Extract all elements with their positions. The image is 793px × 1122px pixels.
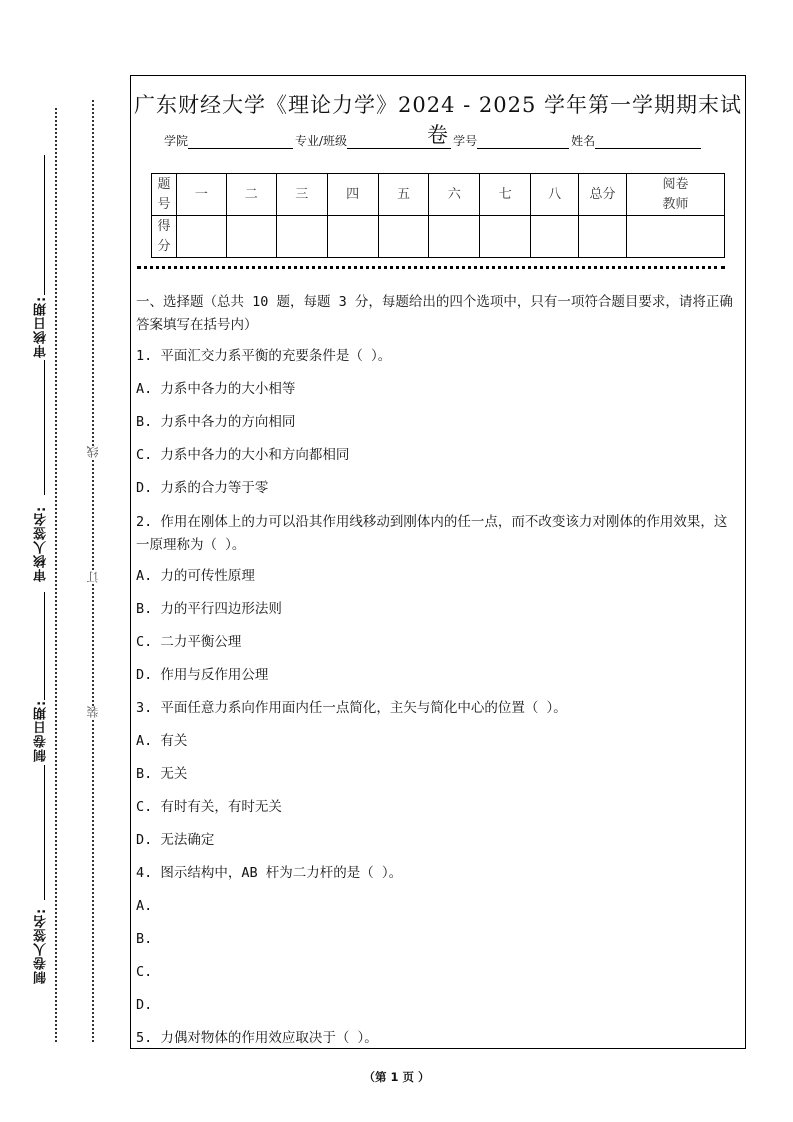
grader-header: 阅卷教师 [626,174,724,216]
reviewer-signature-label: 审核人签名: [34,505,49,583]
column-header: 六 [429,174,480,216]
column-header: 四 [327,174,378,216]
score-cell[interactable] [327,216,378,258]
section-multiple-choice [136,291,737,1061]
score-cell[interactable] [276,216,327,258]
section-heading: 一、选择题（总共 10 题，每题 3 分，每题给出的四个选项中，只有一项符合题目要求，请将正确答案填写在括号内） [136,294,733,333]
binding-char-staple: 装 [86,706,100,718]
option: A. 力的可传性原理 [136,568,255,584]
column-header: 三 [276,174,327,216]
binding-char-bind: 订 [86,571,100,583]
review-date-line-top [44,155,45,295]
exam-page-frame [130,75,746,1049]
column-header: 八 [531,174,579,216]
option: D. 无法确定 [136,832,215,848]
column-header: 七 [480,174,531,216]
paper-date-line [44,765,45,900]
score-cell[interactable] [429,216,480,258]
major-class-label: 专业/班级 [295,134,348,148]
column-header: 一 [176,174,226,216]
option: A. [136,898,153,914]
review-date-label: 审核日期: [34,295,49,358]
review-date-line-bottom [44,360,45,495]
option: B. [136,931,153,947]
option: B. 无关 [136,766,188,782]
score-cell[interactable] [531,216,579,258]
question-stem: 1. 平面汇交力系平衡的充要条件是（ ）。 [136,348,392,364]
student-info-row [164,132,703,149]
option: B. 力的平行四边形法则 [136,601,282,617]
college-field[interactable] [188,135,293,149]
grader-cell[interactable] [626,216,724,258]
major-class-field[interactable] [347,135,451,149]
exam-title: 广东财经大学《理论力学》2024 - 2025 学年第一学期期末试卷 [133,93,742,147]
question-stem: 2. 作用在刚体上的力可以沿其作用线移动到刚体内的任一点，而不改变该力对刚体的作用效果，这一原理称为（ ）。 [136,514,728,553]
score-table [151,173,725,258]
option: A. 力系中各力的大小相等 [136,381,296,397]
question-stem: 3. 平面任意力系向作用面内任一点简化，主矢与简化中心的位置（ ）。 [136,700,567,716]
total-score-header: 总分 [579,174,627,216]
college-label: 学院 [164,134,189,148]
column-header: 五 [378,174,429,216]
option: C. [136,964,153,980]
total-score-cell[interactable] [579,216,627,258]
page-number: （第 1 页 ） [363,1070,430,1084]
dotted-separator [137,266,725,269]
paper-date-label: 制卷日期: [34,699,49,762]
option: D. [136,997,153,1013]
option: C. 二力平衡公理 [136,634,242,650]
question-number-header: 题号 [152,174,177,216]
score-cell[interactable] [226,216,276,258]
name-field[interactable] [595,135,701,149]
student-id-label: 学号 [453,134,478,148]
question-stem: 4. 图示结构中，AB 杆为二力杆的是（ ）。 [136,865,403,881]
student-id-field[interactable] [477,135,569,149]
option: A. 有关 [136,733,188,749]
score-cell[interactable] [480,216,531,258]
option: C. 力系中各力的大小和方向都相同 [136,447,350,463]
score-cell[interactable] [378,216,429,258]
reviewer-signature-line [44,592,45,700]
binding-char-line: 线 [86,446,100,458]
option: B. 力系中各力的方向相同 [136,414,296,430]
score-row-header: 得分 [152,216,177,258]
paper-maker-signature-label: 制卷人签名: [34,907,49,984]
name-label: 姓名 [571,134,596,148]
score-table-header-row [152,174,725,216]
question-stem: 5. 力偶对物体的作用效应取决于（ ）。 [136,1030,378,1046]
score-table-score-row [152,216,725,258]
option: D. 力系的合力等于零 [136,480,269,496]
option: C. 有时有关，有时无关 [136,799,282,815]
score-cell[interactable] [176,216,226,258]
column-header: 二 [226,174,276,216]
option: D. 作用与反作用公理 [136,667,269,683]
